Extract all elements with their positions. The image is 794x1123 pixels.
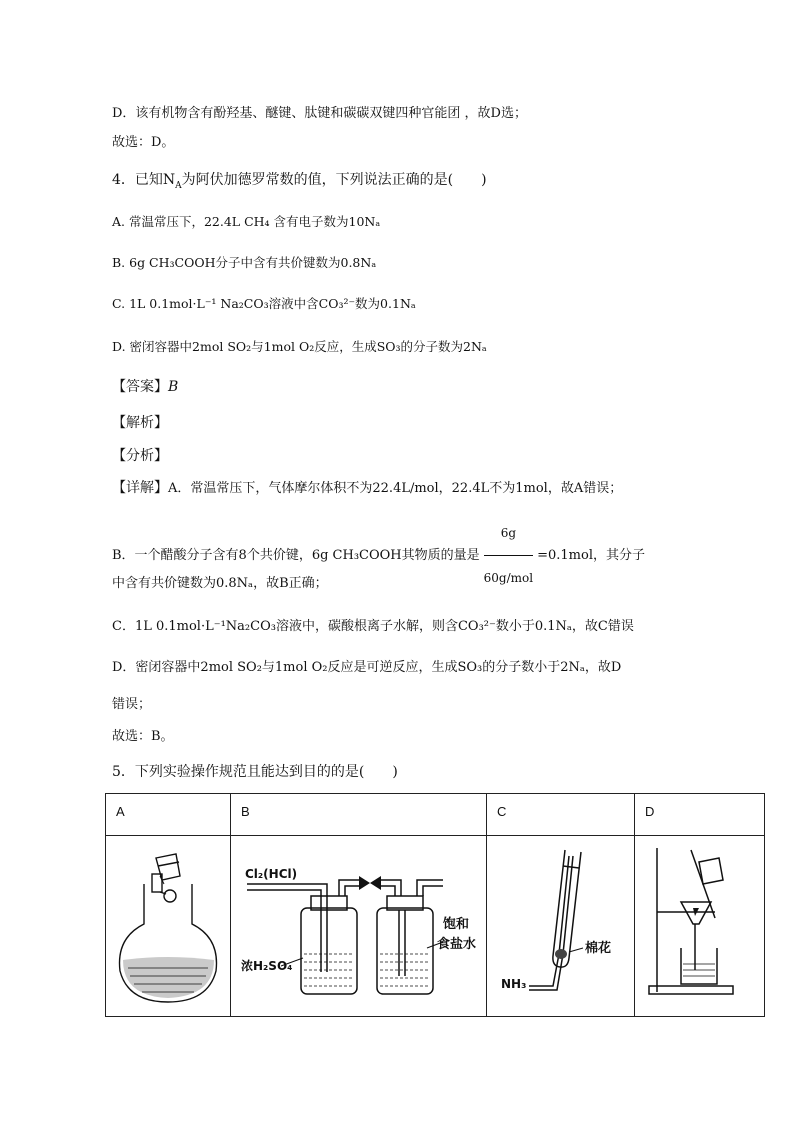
fraction-numerator: 6g xyxy=(484,512,533,556)
label-brine-1: 饱和 xyxy=(443,917,470,932)
fraction xyxy=(484,512,533,599)
detail-b-text-tail: =0.1mol，其分子 xyxy=(537,548,645,563)
q4-answer xyxy=(112,377,178,397)
volumetric-flask-illustration xyxy=(106,836,230,1012)
label-h2so4: 浓H₂SO₄ xyxy=(241,959,293,973)
header-cell-a: A xyxy=(106,794,231,836)
image-cell-b xyxy=(231,836,487,1017)
q5-stem: 5．下列实验操作规范且能达到目的的是( ) xyxy=(112,764,398,780)
label-cl2: Cl₂(HCl) xyxy=(245,867,298,881)
detail-c-line: C．1L 0.1mol·L⁻¹Na₂CO₃溶液中，碳酸根离子水解，则含CO₃²⁻数小于0.1Nₐ，故C错误 xyxy=(112,619,634,634)
header-cell-b: B xyxy=(231,794,487,836)
label-brine-2: 食盐水 xyxy=(437,937,477,952)
detail-d-line-2: 错误； xyxy=(112,697,152,712)
prev-choose-line: 故选：D。 xyxy=(112,135,175,150)
analysis-tag: 【解析】 xyxy=(112,415,168,431)
q4-option-a: A. 常温常压下，22.4L CH₄ 含有电子数为10Nₐ xyxy=(112,214,381,229)
label-cotton: 棉花 xyxy=(585,941,612,956)
header-cell-d: D xyxy=(635,794,765,836)
table-header-row xyxy=(106,794,765,836)
q4-stem-subscript: A xyxy=(175,180,182,191)
ammonia-collection-illustration xyxy=(487,836,634,1012)
filtration-illustration xyxy=(635,836,764,1012)
image-cell-d xyxy=(635,836,765,1017)
fraction-denominator: 60g/mol xyxy=(483,571,534,585)
detail-b-line-2: 中含有共价键数为0.8Nₐ，故B正确； xyxy=(112,576,328,591)
q4-stem-text-tail: 为阿伏加德罗常数的值，下列说法正确的是( ) xyxy=(181,172,487,188)
header-cell-c: C xyxy=(487,794,635,836)
q5-options-table xyxy=(105,793,765,1017)
q4-stem-text: 4．已知N xyxy=(112,172,176,188)
detail-d-line: D．密闭容器中2mol SO₂与1mol O₂反应是可逆反应，生成SO₃的分子数小于2Nₐ，故D xyxy=(112,660,622,675)
q4-option-b: B. 6g CH₃COOH分子中含有共价键数为0.8Nₐ xyxy=(112,255,377,270)
q4-option-d: D. 密闭容器中2mol SO₂与1mol O₂反应，生成SO₃的分子数为2Nₐ xyxy=(112,339,487,354)
q4-choose-line: 故选：B。 xyxy=(112,729,174,744)
q4-stem xyxy=(112,170,487,196)
label-nh3: NH₃ xyxy=(501,977,527,991)
image-cell-c xyxy=(487,836,635,1017)
q4-option-c: C. 1L 0.1mol·L⁻¹ Na₂CO₃溶液中含CO₃²⁻数为0.1Nₐ xyxy=(112,296,416,311)
table-image-row xyxy=(106,836,765,1017)
detail-b-text: B．一个醋酸分子含有8个共价键，6g CH₃COOH其物质的量是 xyxy=(112,548,480,563)
image-cell-a xyxy=(106,836,231,1017)
answer-value: B xyxy=(168,379,179,395)
prev-option-d-line: D．该有机物含有酚羟基、醚键、肽键和碳碳双键四种官能团 ，故D选； xyxy=(112,106,527,121)
fenxi-tag: 【分析】 xyxy=(112,448,168,464)
detail-a-line xyxy=(112,478,622,499)
detail-a-text: A．常温常压下，气体摩尔体积不为22.4L/mol，22.4L不为1mol，故A错误； xyxy=(168,481,623,496)
gas-washing-bottles-illustration xyxy=(231,836,486,1012)
answer-tag: 【答案】 xyxy=(112,379,168,395)
detail-tag: 【详解】 xyxy=(112,480,168,496)
